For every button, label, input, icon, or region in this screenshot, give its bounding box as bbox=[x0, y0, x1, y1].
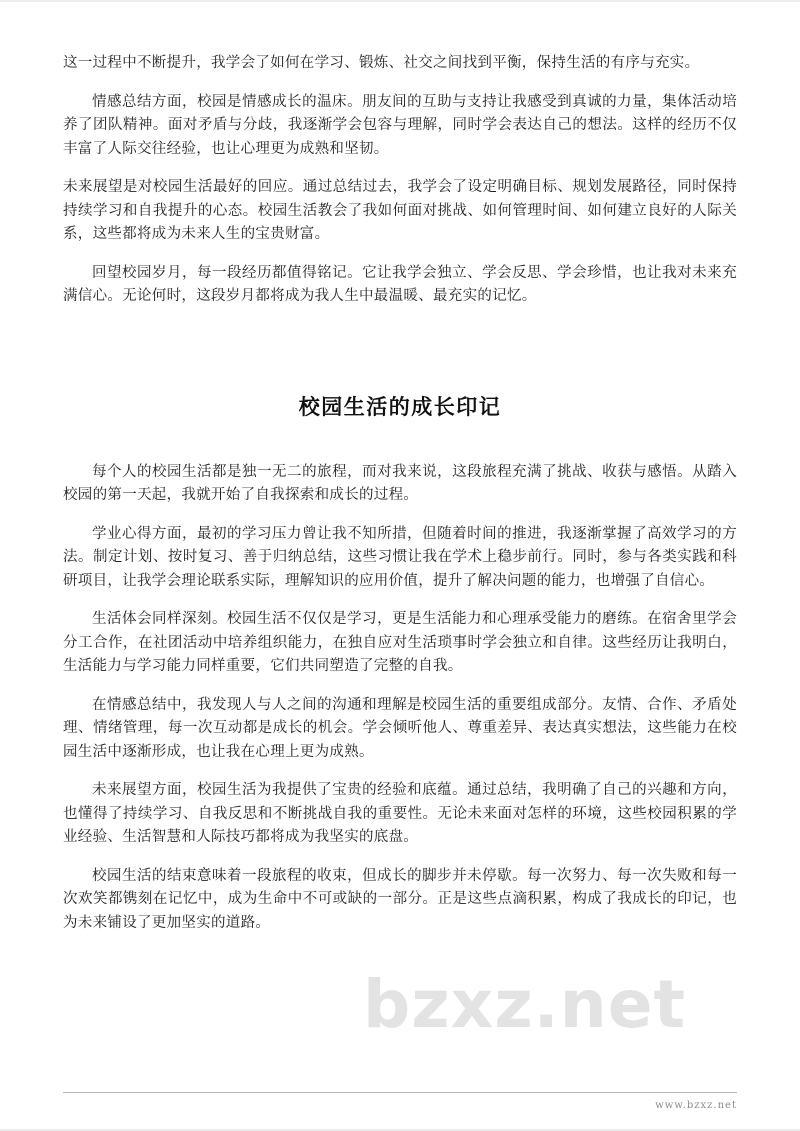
paragraph: 校园生活的结束意味着一段旅程的收束，但成长的脚步并未停歇。每一次努力、每一次失败和每一次欢笑都镌刻在记忆中，成为生命中不可或缺的一部分。正是这些点滴积累，构成了我成长的印记，也为未来铺设了更加坚实的道路。 bbox=[63, 867, 737, 931]
footer-site-url: www.bzxz.net bbox=[655, 1100, 737, 1111]
paragraph: 学业心得方面，最初的学习压力曾让我不知所措，但随着时间的推进，我逐渐掌握了高效学习的方法。制定计划、按时复习、善于归纳总结，这些习惯让我在学术上稳步前行。同时，参与各类实践和科研项目，让我学会理论联系实际，理解知识的应用价值，提升了解决问题的能力，也增强了自信心。 bbox=[63, 525, 737, 589]
page-content bbox=[63, 52, 737, 950]
paragraph: 生活体会同样深刻。校园生活不仅仅是学习，更是生活能力和心理承受能力的磨练。在宿舍里学会分工合作，在社团活动中培养组织能力，在独自应对生活琐事时学会独立和自律。这些经历让我明白，生活能力与学习能力同样重要，它们共同塑造了完整的自我。 bbox=[63, 611, 737, 674]
paragraph: 情感总结方面，校园是情感成长的温床。朋友间的互助与支持让我感受到真诚的力量，集体活动培养了团队精神。面对矛盾与分歧，我逐渐学会包容与理解，同时学会表达自己的想法。这样的经历不仅丰富了人际交往经验，也让心理更为成熟和坚韧。 bbox=[63, 93, 737, 157]
paragraph: 未来展望是对校园生活最好的回应。通过总结过去，我学会了设定明确目标、规划发展路径，同时保持持续学习和自我提升的心态。校园生活教会了我如何面对挑战、如何管理时间、如何建立良好的人际关系，这些都将成为未来人生的宝贵财富。 bbox=[63, 179, 737, 242]
footer-divider bbox=[63, 1092, 737, 1093]
paragraph: 这一过程中不断提升，我学会了如何在学习、锻炼、社交之间找到平衡，保持生活的有序与充实。 bbox=[63, 55, 700, 71]
page-footer bbox=[63, 1092, 737, 1111]
paragraph: 未来展望方面，校园生活为我提供了宝贵的经验和底蕴。通过总结，我明确了自己的兴趣和方向，也懂得了持续学习、自我反思和不断挑战自我的重要性。无论未来面对怎样的环境，这些校园积累的学业经验、生活智慧和人际技巧都将成为我坚实的底盘。 bbox=[63, 782, 737, 845]
site-watermark: bzxz.net bbox=[363, 966, 687, 1043]
paragraph: 每个人的校园生活都是独一无二的旅程，而对我来说，这段旅程充满了挑战、收获与感悟。从踏入校园的第一天起，我就开始了自我探索和成长的过程。 bbox=[63, 463, 737, 503]
paragraph: 在情感总结中，我发现人与人之间的沟通和理解是校园生活的重要组成部分。友情、合作、矛盾处理、情绪管理，每一次互动都是成长的机会。学会倾听他人、尊重差异、表达真实想法，这些能力在校园生活中逐渐形成，也让我在心理上更为成熟。 bbox=[63, 696, 737, 760]
article-title: 校园生活的成长印记 bbox=[298, 395, 502, 419]
paragraph: 回望校园岁月，每一段经历都值得铭记。它让我学会独立、学会反思、学会珍惜，也让我对未来充满信心。无论何时，这段岁月都将成为我人生中最温暖、最充实的记忆。 bbox=[63, 264, 737, 304]
